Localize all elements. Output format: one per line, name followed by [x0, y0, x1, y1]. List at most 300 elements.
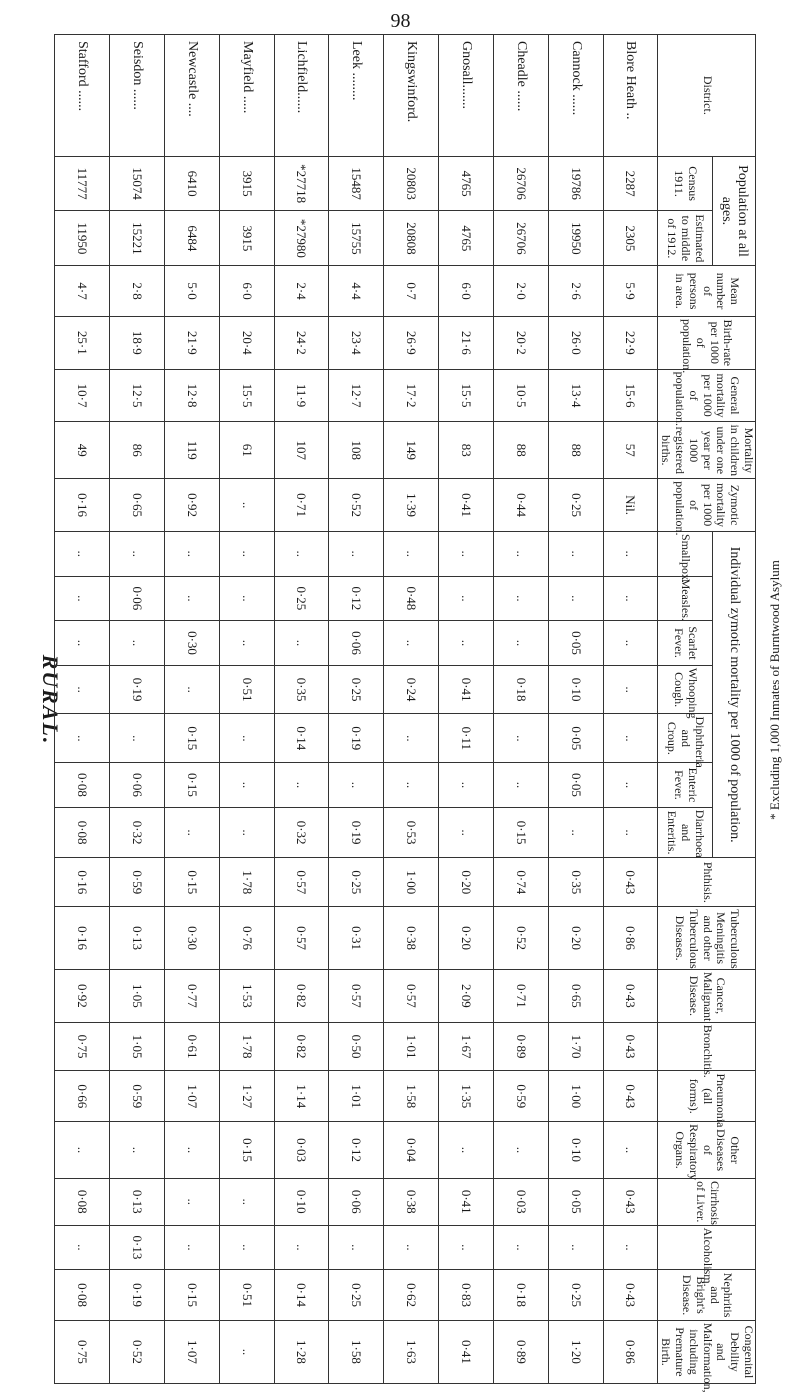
col-header-cancer: Cancer, Malignant Disease. [658, 970, 756, 1023]
table-cell: 0·05 [548, 714, 603, 763]
table-cell: 0·89 [493, 1320, 548, 1383]
table-cell: 20803 [384, 156, 439, 211]
section-heading-text: RURAL. [38, 654, 63, 746]
col-header-bronchitis: Bronchitis. [658, 1022, 756, 1071]
table-cell: 119 [164, 422, 219, 479]
table-cell: .. [109, 621, 164, 666]
table-cell: .. [548, 807, 603, 858]
table-cell: 1·00 [384, 858, 439, 907]
col-header-diarrhoea: Diarrhoea and Enteritis. [658, 807, 713, 858]
table-cell: 0·25 [548, 479, 603, 532]
table-cell: 0·52 [109, 1320, 164, 1383]
table-cell: 0·65 [548, 970, 603, 1023]
table-cell: .. [603, 576, 658, 621]
table-row [329, 35, 384, 1384]
district-name: Blore Heath .. [603, 35, 658, 157]
table-row [55, 35, 110, 1384]
table-cell: 1·35 [439, 1071, 494, 1122]
district-name: Gnosall....... [439, 35, 494, 157]
table-cell: 0·24 [384, 665, 439, 714]
table-cell: 0·30 [164, 907, 219, 970]
table-cell: 0·92 [55, 970, 110, 1023]
table-cell: .. [219, 763, 274, 808]
table-cell: 11950 [55, 211, 110, 266]
table-cell: 0·82 [274, 970, 329, 1023]
table-cell: 88 [493, 422, 548, 479]
table-cell: 1·58 [384, 1071, 439, 1122]
table-cell: 2·0 [493, 266, 548, 317]
table-cell: 1·67 [439, 1022, 494, 1071]
table-cell: 0·19 [329, 807, 384, 858]
table-cell: 1·20 [548, 1320, 603, 1383]
table-cell: .. [109, 714, 164, 763]
table-cell: 0·06 [329, 1178, 384, 1225]
table-cell: .. [384, 763, 439, 808]
col-header-respiratory: Other Diseases of Respiratory Organs. [658, 1122, 756, 1179]
table-cell: .. [493, 714, 548, 763]
col-header-birth-rate: Birth-rate per 1000 of population. [658, 316, 756, 369]
table-cell: 1·05 [109, 1022, 164, 1071]
table-cell: 0·14 [274, 714, 329, 763]
mortality-table [54, 34, 756, 1393]
table-cell: 20808 [384, 211, 439, 266]
table-cell: 0·15 [164, 1270, 219, 1321]
table-cell: 0·06 [109, 576, 164, 621]
table-cell: .. [164, 531, 219, 576]
table-cell: 0·20 [548, 907, 603, 970]
table-cell: 0·19 [329, 714, 384, 763]
table-cell: 15755 [329, 211, 384, 266]
table-cell: 12·5 [109, 369, 164, 422]
table-cell: 149 [384, 422, 439, 479]
table-cell: 0·43 [603, 1178, 658, 1225]
col-header-zymotic-mortality: Zymotic mortality per 1000 of population. [658, 479, 756, 532]
table-cell: 0·62 [384, 1270, 439, 1321]
table-cell: .. [493, 1225, 548, 1270]
table-cell: 0·89 [493, 1022, 548, 1071]
table-cell: 0·57 [384, 970, 439, 1023]
table-cell: 4·7 [55, 266, 110, 317]
col-header-scarlet-fever: Scarlet Fever. [658, 621, 713, 666]
table-cell: 20·4 [219, 316, 274, 369]
table-cell: 17·2 [384, 369, 439, 422]
table-cell: 0·06 [109, 763, 164, 808]
table-cell: 0·13 [109, 907, 164, 970]
table-cell: 0·43 [603, 858, 658, 907]
table-cell: 0·71 [493, 970, 548, 1023]
table-cell: 0·71 [274, 479, 329, 532]
table-cell: .. [219, 576, 274, 621]
table-cell: 0·43 [603, 970, 658, 1023]
table-cell: .. [164, 1178, 219, 1225]
table-cell: 0·31 [329, 907, 384, 970]
table-cell: 0·25 [329, 665, 384, 714]
table-cell: .. [329, 763, 384, 808]
table-cell: 108 [329, 422, 384, 479]
table-cell: .. [329, 1225, 384, 1270]
table-row [164, 35, 219, 1384]
table-cell: .. [603, 621, 658, 666]
table-cell: 0·86 [603, 907, 658, 970]
table-cell: 1·27 [219, 1071, 274, 1122]
table-cell: 15·6 [603, 369, 658, 422]
table-cell: 0·35 [548, 858, 603, 907]
col-header-whooping-cough: Whooping Cough. [658, 665, 713, 714]
table-cell: 1·70 [548, 1022, 603, 1071]
col-header-measles: Measles. [658, 576, 713, 621]
table-cell: 12·7 [329, 369, 384, 422]
table-cell: .. [219, 531, 274, 576]
table-cell: 0·76 [219, 907, 274, 970]
table-cell: .. [439, 531, 494, 576]
table-cell: .. [603, 531, 658, 576]
table-cell: 0·12 [329, 1122, 384, 1179]
table-cell: 6484 [164, 211, 219, 266]
table-cell: 1·58 [329, 1320, 384, 1383]
table-cell: 1·01 [384, 1022, 439, 1071]
col-header-enteric-fever: Enteric Fever. [658, 763, 713, 808]
table-cell: .. [274, 621, 329, 666]
table-cell: 0·08 [55, 763, 110, 808]
table-cell: Nil. [603, 479, 658, 532]
table-head [658, 35, 756, 1393]
district-name: Stafford ...... [55, 35, 110, 157]
table-cell: 4765 [439, 156, 494, 211]
table-row [493, 35, 548, 1384]
table-cell: 26706 [493, 211, 548, 266]
table-cell: 1·53 [219, 970, 274, 1023]
table-cell: 0·19 [109, 1270, 164, 1321]
table-cell: 2·6 [548, 266, 603, 317]
table-row [384, 35, 439, 1384]
table-cell: 11·9 [274, 369, 329, 422]
table-cell: 15·5 [439, 369, 494, 422]
table-cell: 26·9 [384, 316, 439, 369]
table-cell: .. [219, 807, 274, 858]
table-cell: 19950 [548, 211, 603, 266]
table-row [219, 35, 274, 1384]
table-cell: 0·08 [55, 1178, 110, 1225]
table-cell: 0·15 [164, 714, 219, 763]
table-cell: 3915 [219, 211, 274, 266]
table-cell: 19786 [548, 156, 603, 211]
table-cell: .. [439, 763, 494, 808]
table-cell: .. [603, 1225, 658, 1270]
table-cell: 49 [55, 422, 110, 479]
table-cell: 0·43 [603, 1270, 658, 1321]
table-cell: 0·04 [384, 1122, 439, 1179]
table-cell: 0·20 [439, 858, 494, 907]
district-name: Newcastle .... [164, 35, 219, 157]
table-cell: 0·10 [274, 1178, 329, 1225]
col-header-alcoholism: Alcoholism. [658, 1225, 756, 1270]
district-name: Cheadle ...... [493, 35, 548, 157]
table-cell: 10·5 [493, 369, 548, 422]
table-cell: 0·83 [439, 1270, 494, 1321]
table-cell: 1·01 [329, 1071, 384, 1122]
district-name: Leek ........ [329, 35, 384, 157]
table-cell: 1·00 [548, 1071, 603, 1122]
footnote [755, 440, 795, 940]
table-cell: 0·16 [55, 907, 110, 970]
table-row [548, 35, 603, 1384]
table-cell: 0·50 [329, 1022, 384, 1071]
table-cell: 21·9 [164, 316, 219, 369]
table-cell: 2·8 [109, 266, 164, 317]
table-cell: *27980 [274, 211, 329, 266]
table-cell: 0·75 [55, 1022, 110, 1071]
col-header-estimated: Estimated to middle of 1912. [658, 211, 713, 266]
table-row [109, 35, 164, 1384]
table-row [274, 35, 329, 1384]
table-cell: 2305 [603, 211, 658, 266]
table-cell: 0·15 [219, 1122, 274, 1179]
table-cell: 0·43 [603, 1071, 658, 1122]
table-cell: 0·86 [603, 1320, 658, 1383]
col-header-general-mortality: General mortality per 1000 of population. [658, 369, 756, 422]
table-cell: 0·20 [439, 907, 494, 970]
table-cell: 107 [274, 422, 329, 479]
table-cell: .. [219, 479, 274, 532]
table-cell: 0·61 [164, 1022, 219, 1071]
table-cell: 0·32 [109, 807, 164, 858]
table-cell: 0·65 [109, 479, 164, 532]
table-cell: 0·59 [109, 1071, 164, 1122]
table-cell: 0·74 [493, 858, 548, 907]
table-cell: 88 [548, 422, 603, 479]
table-cell: 0·05 [548, 621, 603, 666]
table-cell: .. [164, 576, 219, 621]
table-cell: 0·25 [329, 858, 384, 907]
table-cell: 5·9 [603, 266, 658, 317]
table-cell: 0·52 [329, 479, 384, 532]
col-header-cirrhosis: Cirrhosis of Liver. [658, 1178, 756, 1225]
district-name: Lichfield...... [274, 35, 329, 157]
table-cell: 0·12 [329, 576, 384, 621]
mortality-table-rotated [75, 34, 756, 1393]
table-cell: .. [274, 1225, 329, 1270]
table-cell: 0·51 [219, 1270, 274, 1321]
table-cell: 22·9 [603, 316, 658, 369]
table-cell: 21·6 [439, 316, 494, 369]
table-cell: 4·4 [329, 266, 384, 317]
group-header-zymotic: Individual zymotic mortality per 1000 of population. [713, 531, 756, 858]
table-cell: 57 [603, 422, 658, 479]
table-cell: 3915 [219, 156, 274, 211]
table-cell: .. [109, 1122, 164, 1179]
table-cell: .. [493, 621, 548, 666]
table-cell: 0·03 [493, 1178, 548, 1225]
table-cell: 1·14 [274, 1071, 329, 1122]
table-cell: .. [384, 714, 439, 763]
table-cell: 24·2 [274, 316, 329, 369]
table-cell: 0·15 [493, 807, 548, 858]
table-cell: 0·92 [164, 479, 219, 532]
table-cell: 0·57 [274, 858, 329, 907]
table-cell: 15221 [109, 211, 164, 266]
table-cell: 1·78 [219, 858, 274, 907]
table-cell: 1·05 [109, 970, 164, 1023]
table-cell: .. [493, 763, 548, 808]
table-cell: 0·66 [55, 1071, 110, 1122]
table-cell: .. [55, 1122, 110, 1179]
table-cell: 0·44 [493, 479, 548, 532]
table-cell: 0·7 [384, 266, 439, 317]
table-cell: 0·13 [109, 1225, 164, 1270]
table-cell: .. [164, 807, 219, 858]
table-cell: 0·77 [164, 970, 219, 1023]
table-cell: 25·1 [55, 316, 110, 369]
district-name: Kingswinford. [384, 35, 439, 157]
table-cell: .. [274, 531, 329, 576]
table-cell: 0·57 [329, 970, 384, 1023]
group-header-population: Population at all ages. [713, 156, 756, 266]
table-cell: 0·48 [384, 576, 439, 621]
table-cell: 0·18 [493, 665, 548, 714]
table-cell: .. [55, 531, 110, 576]
table-cell: 86 [109, 422, 164, 479]
table-cell: 0·11 [439, 714, 494, 763]
table-cell: 10·7 [55, 369, 110, 422]
table-cell: .. [384, 1225, 439, 1270]
table-cell: 0·41 [439, 1178, 494, 1225]
table-cell: 0·16 [55, 479, 110, 532]
table-cell: .. [109, 531, 164, 576]
table-cell: 0·59 [493, 1071, 548, 1122]
table-cell: .. [55, 576, 110, 621]
table-cell: 0·08 [55, 807, 110, 858]
table-body [55, 35, 658, 1384]
table-cell: 15487 [329, 156, 384, 211]
table-cell: .. [384, 531, 439, 576]
table-cell: 0·25 [548, 1270, 603, 1321]
table-row [603, 35, 658, 1384]
col-header-mean-persons: Mean number of persons in area. [658, 266, 756, 317]
table-cell: 1·39 [384, 479, 439, 532]
table-cell: 1·07 [164, 1320, 219, 1383]
col-header-census: Census 1911. [658, 156, 713, 211]
table-cell: 0·41 [439, 665, 494, 714]
col-header-infant-mortality: Mortality in children under one year per 1000 registered births. [658, 422, 756, 479]
table-cell: .. [219, 1320, 274, 1383]
table-cell: 1·78 [219, 1022, 274, 1071]
table-cell: 0·10 [548, 665, 603, 714]
table-cell: 0·57 [274, 907, 329, 970]
table-cell: 0·06 [329, 621, 384, 666]
district-name: Seisdon ...... [109, 35, 164, 157]
table-cell: 0·38 [384, 1178, 439, 1225]
table-cell: 15·5 [219, 369, 274, 422]
table-cell: .. [603, 714, 658, 763]
table-cell: .. [164, 1122, 219, 1179]
table-cell: 1·28 [274, 1320, 329, 1383]
table-cell: 0·05 [548, 763, 603, 808]
table-cell: .. [219, 1225, 274, 1270]
table-cell: .. [548, 1225, 603, 1270]
table-cell: 18·9 [109, 316, 164, 369]
footnote-text: * Excluding 1,000 Inmates of Burntwood Asylum [767, 560, 782, 820]
table-cell: 0·41 [439, 1320, 494, 1383]
table-cell: 6410 [164, 156, 219, 211]
col-header-nephritis: Nephritis and Bright's Disease. [658, 1270, 756, 1321]
table-cell: 20·2 [493, 316, 548, 369]
table-cell: .. [55, 665, 110, 714]
table-cell: 0·52 [493, 907, 548, 970]
table-cell: 0·51 [219, 665, 274, 714]
table-cell: 0·15 [164, 763, 219, 808]
table-cell: 4765 [439, 211, 494, 266]
table-cell: 0·13 [109, 1178, 164, 1225]
table-cell: 15074 [109, 156, 164, 211]
mortality-table-container [75, 34, 756, 1393]
table-cell: 0·15 [164, 858, 219, 907]
page-number: 98 [390, 10, 411, 32]
table-cell: .. [164, 665, 219, 714]
table-cell: .. [219, 621, 274, 666]
table-cell: 0·18 [493, 1270, 548, 1321]
table-cell: .. [219, 714, 274, 763]
table-cell: .. [55, 621, 110, 666]
table-cell: 0·16 [55, 858, 110, 907]
table-cell: 83 [439, 422, 494, 479]
table-cell: 0·41 [439, 479, 494, 532]
col-header-phthisis: Phthisis. [658, 858, 756, 907]
col-header-smallpox: Smallpox. [658, 531, 713, 576]
district-name: Cannock ...... [548, 35, 603, 157]
table-cell: 13·4 [548, 369, 603, 422]
col-header-tuberculous: Tuberculous Meningitis and other Tuberculous Diseases. [658, 907, 756, 970]
table-cell: 23·4 [329, 316, 384, 369]
table-cell: 5·0 [164, 266, 219, 317]
table-cell: 1·63 [384, 1320, 439, 1383]
table-cell: 61 [219, 422, 274, 479]
table-cell: 2287 [603, 156, 658, 211]
table-cell: 0·03 [274, 1122, 329, 1179]
table-cell: 0·05 [548, 1178, 603, 1225]
table-cell: 11777 [55, 156, 110, 211]
table-cell: 0·35 [274, 665, 329, 714]
table-cell: .. [439, 1122, 494, 1179]
table-cell: 0·32 [274, 807, 329, 858]
table-cell: .. [439, 576, 494, 621]
table-cell: 6·0 [439, 266, 494, 317]
table-cell: 0·30 [164, 621, 219, 666]
table-cell: .. [603, 807, 658, 858]
table-cell: 0·25 [329, 1270, 384, 1321]
table-cell: 0·10 [548, 1122, 603, 1179]
table-cell: 0·53 [384, 807, 439, 858]
table-cell: 0·75 [55, 1320, 110, 1383]
table-cell: 26·0 [548, 316, 603, 369]
table-cell: .. [55, 1225, 110, 1270]
table-cell: .. [548, 531, 603, 576]
table-cell: 0·82 [274, 1022, 329, 1071]
table-cell: 2·09 [439, 970, 494, 1023]
table-cell: 0·08 [55, 1270, 110, 1321]
table-cell: .. [439, 1225, 494, 1270]
table-cell: .. [603, 1122, 658, 1179]
district-name: Mayfield ..... [219, 35, 274, 157]
table-cell: 26706 [493, 156, 548, 211]
table-cell: 2·4 [274, 266, 329, 317]
table-cell: 1·07 [164, 1071, 219, 1122]
table-cell: *27718 [274, 156, 329, 211]
table-cell: .. [493, 576, 548, 621]
table-cell: 6·0 [219, 266, 274, 317]
table-cell: .. [439, 621, 494, 666]
table-cell: .. [384, 621, 439, 666]
table-cell: 0·25 [274, 576, 329, 621]
